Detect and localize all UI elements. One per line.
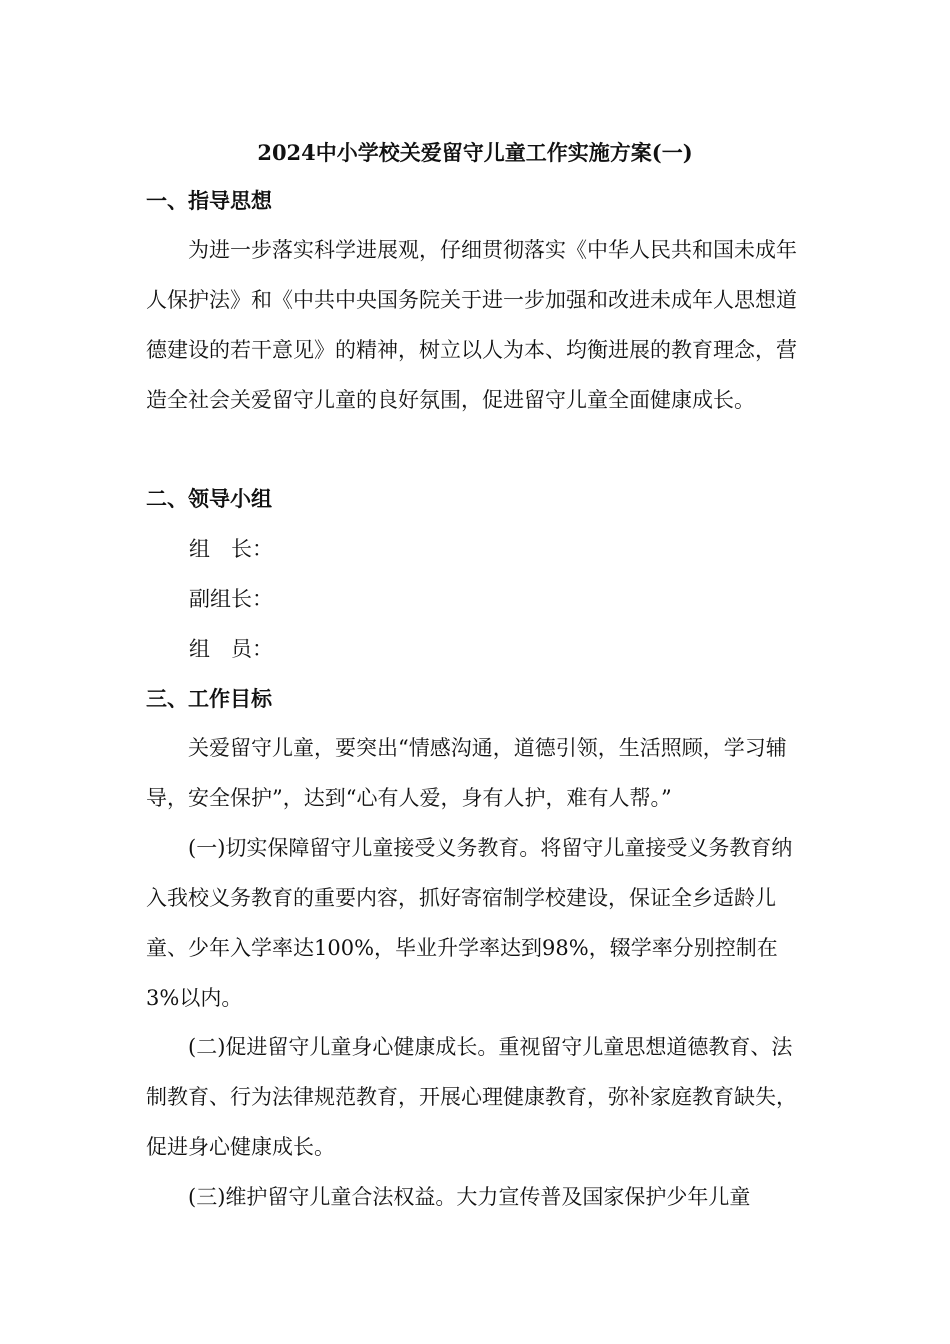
member-label: 组 员： bbox=[189, 637, 273, 661]
paragraph-goal-item-3: (三)维护留守儿童合法权益。大力宣传普及国家保护少年儿童 bbox=[188, 1185, 751, 1209]
paragraph-goal-item-2: (二)促进留守儿童身心健康成长。重视留守儿童思想道德教育、法制教育、行为法律规范教育，开展心理健康教育，弥补家庭教育缺失，促进身心健康成长。 bbox=[146, 1035, 797, 1159]
deputy-leader-label: 副组长： bbox=[189, 587, 273, 611]
paragraph-goal-item-1: (一)切实保障留守儿童接受义务教育。将留守儿童接受义务教育纳入我校义务教育的重要内容，抓好寄宿制学校建设，保证全乡适龄儿童、少年入学率达100%，毕业升学率达到98%，辍学率分别控制在3%以内。 bbox=[146, 836, 793, 1010]
document-title: 2024中小学校关爱留守儿童工作实施方案(一) bbox=[257, 140, 693, 165]
section-heading-work-goals: 三、工作目标 bbox=[146, 686, 272, 711]
section-heading-leadership-group: 二、领导小组 bbox=[146, 486, 272, 511]
section-heading-guiding-thought: 一、指导思想 bbox=[146, 188, 272, 213]
paragraph-work-goals-intro: 关爱留守儿童，要突出“情感沟通，道德引领，生活照顾，学习辅导，安全保护”，达到“心有人爱，身有人护，难有人帮。” bbox=[146, 736, 787, 810]
leader-label: 组 长： bbox=[189, 537, 273, 561]
paragraph-guiding-thought: 为进一步落实科学进展观，仔细贯彻落实《中华人民共和国未成年人保护法》和《中共中央国务院关于进一步加强和改进未成年人思想道德建设的若干意见》的精神，树立以人为本、均衡进展的教育理念，营造全社会关爱留守儿童的良好氛围，促进留守儿童全面健康成长。 bbox=[146, 238, 797, 412]
